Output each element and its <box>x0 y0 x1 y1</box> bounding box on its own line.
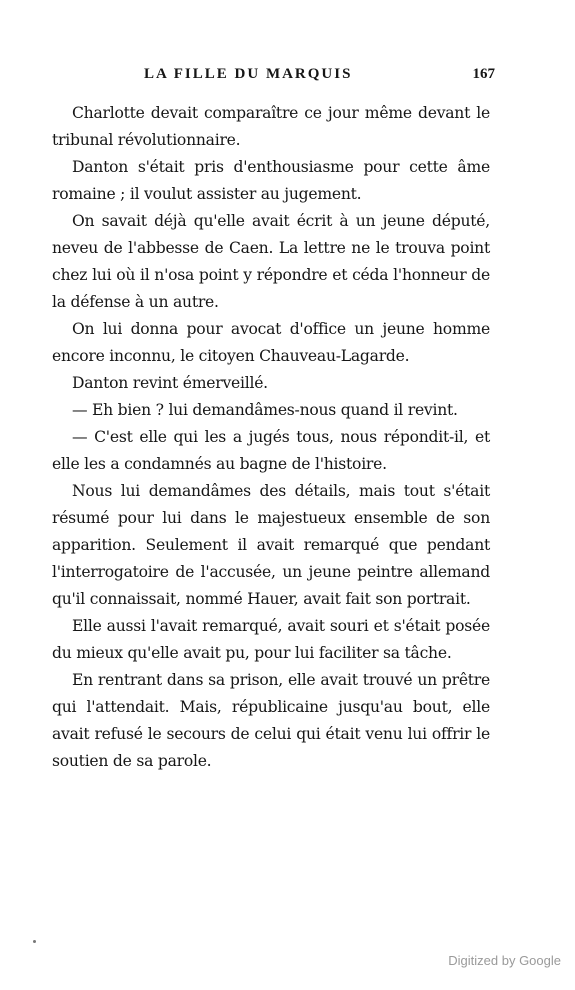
paragraph: Elle aussi l'avait remarqué, avait souri et s'était posée du mieux qu'elle avait pu, pour lui faciliter sa tâche. <box>52 617 490 662</box>
body-text <box>52 100 490 775</box>
paragraph: Danton s'était pris d'enthousiasme pour cette âme romaine ; il voulut assister au jugement. <box>52 158 490 203</box>
paragraph: On savait déjà qu'elle avait écrit à un jeune député, neveu de l'abbesse de Caen. La lettre ne le trouva point chez lui où il n'osa point y répondre et céda l'honneur de la défense à un autre. <box>52 212 490 311</box>
paragraph: — Eh bien ? lui demandâmes-nous quand il revint. <box>72 401 458 419</box>
paragraph: Charlotte devait comparaître ce jour même devant le tribunal révolutionnaire. <box>52 104 490 149</box>
page-number: 167 <box>472 66 495 82</box>
paragraph: — C'est elle qui les a jugés tous, nous répondit-il, et elle les a condamnés au bagne de l'histoire. <box>52 428 490 473</box>
page-header <box>100 66 495 86</box>
running-title: LA FILLE DU MARQUIS <box>144 66 353 82</box>
paragraph: On lui donna pour avocat d'office un jeune homme encore inconnu, le citoyen Chauveau-Lagarde. <box>52 320 490 365</box>
digitized-watermark: Digitized by Google <box>448 953 561 968</box>
scan-speck <box>33 940 36 943</box>
paragraph: En rentrant dans sa prison, elle avait trouvé un prêtre qui l'attendait. Mais, républicaine jusqu'au bout, elle avait refusé le secours de celui qui était venu lui offrir le soutien de sa parole. <box>52 671 490 770</box>
paragraph: Nous lui demandâmes des détails, mais tout s'était résumé pour lui dans le majestueux ensemble de son apparition. Seulement il avait remarqué que pendant l'interrogatoire de l'accusée, un jeune peintre allemand qu'il connaissait, nommé Hauer, avait fait son portrait. <box>52 482 490 608</box>
paragraph: Danton revint émerveillé. <box>72 374 268 392</box>
